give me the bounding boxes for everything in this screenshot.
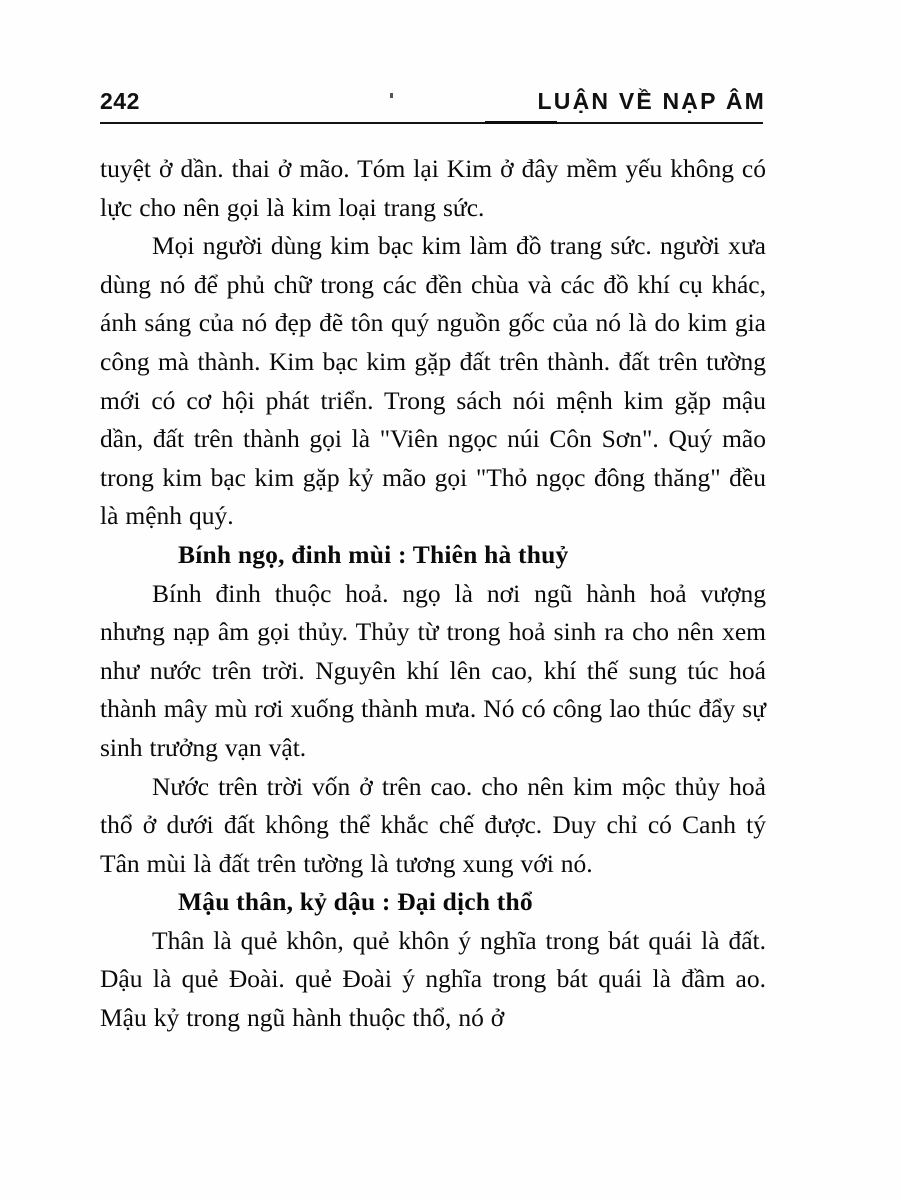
body-paragraph: Bính đinh thuộc hoả. ngọ là nơi ngũ hành hoả vượng nhưng nạp âm gọi thủy. Thủy từ trong hoả sinh ra cho nên xem như nước trên trời. Nguyên khí lên cao, khí thế sung túc hoá thành mây mù rơi xuống thành mưa. Nó có công lao thúc đẩy sự sinh trưởng vạn vật. <box>100 578 766 762</box>
header-divider-rule <box>100 122 763 124</box>
scan-speck-artifact <box>390 93 393 98</box>
running-title: LUẬN VỀ NẠP ÂM <box>537 88 766 114</box>
page-body <box>100 150 766 1038</box>
body-paragraph: Thân là quẻ khôn, quẻ khôn ý nghĩa trong bát quái là đất. Dậu là quẻ Đoài. quẻ Đoài ý nghĩa trong bát quái là đầm ao. Mậu kỷ trong ngũ hành thuộc thổ, nó ở <box>100 925 766 1033</box>
section-subheading: Mậu thân, kỷ dậu : Đại dịch thổ <box>178 887 533 917</box>
running-header <box>100 88 766 115</box>
section-subheading: Bính ngọ, đinh mùi : Thiên hà thuỷ <box>178 539 569 569</box>
page-number: 242 <box>100 88 140 114</box>
body-paragraph: Mọi người dùng kim bạc kim làm đồ trang sức. người xưa dùng nó để phủ chữ trong các đền chùa và các đồ khí cụ khác, ánh sáng của nó đẹp đẽ tôn quý nguồn gốc của nó là do kim gia công mà thành. Kim bạc kim gặp đất trên thành. đất trên tường mới có cơ hội phát triển. Trong sách nói mệnh kim gặp mậu dần, đất trên thành gọi là "Viên ngọc núi Côn Sơn". Quý mão trong kim bạc kim gặp kỷ mão gọi "Thỏ ngọc đông thăng" đều là mệnh quý. <box>100 231 766 531</box>
body-paragraph: tuyệt ở dần. thai ở mão. Tóm lại Kim ở đây mềm yếu không có lực cho nên gọi là kim loại trang sức. <box>100 154 766 222</box>
body-paragraph: Nước trên trời vốn ở trên cao. cho nên kim mộc thủy hoả thổ ở dưới đất không thể khắc chế được. Duy chỉ có Canh tý Tân mùi là đất trên tường là tương xung với nó. <box>100 771 766 878</box>
